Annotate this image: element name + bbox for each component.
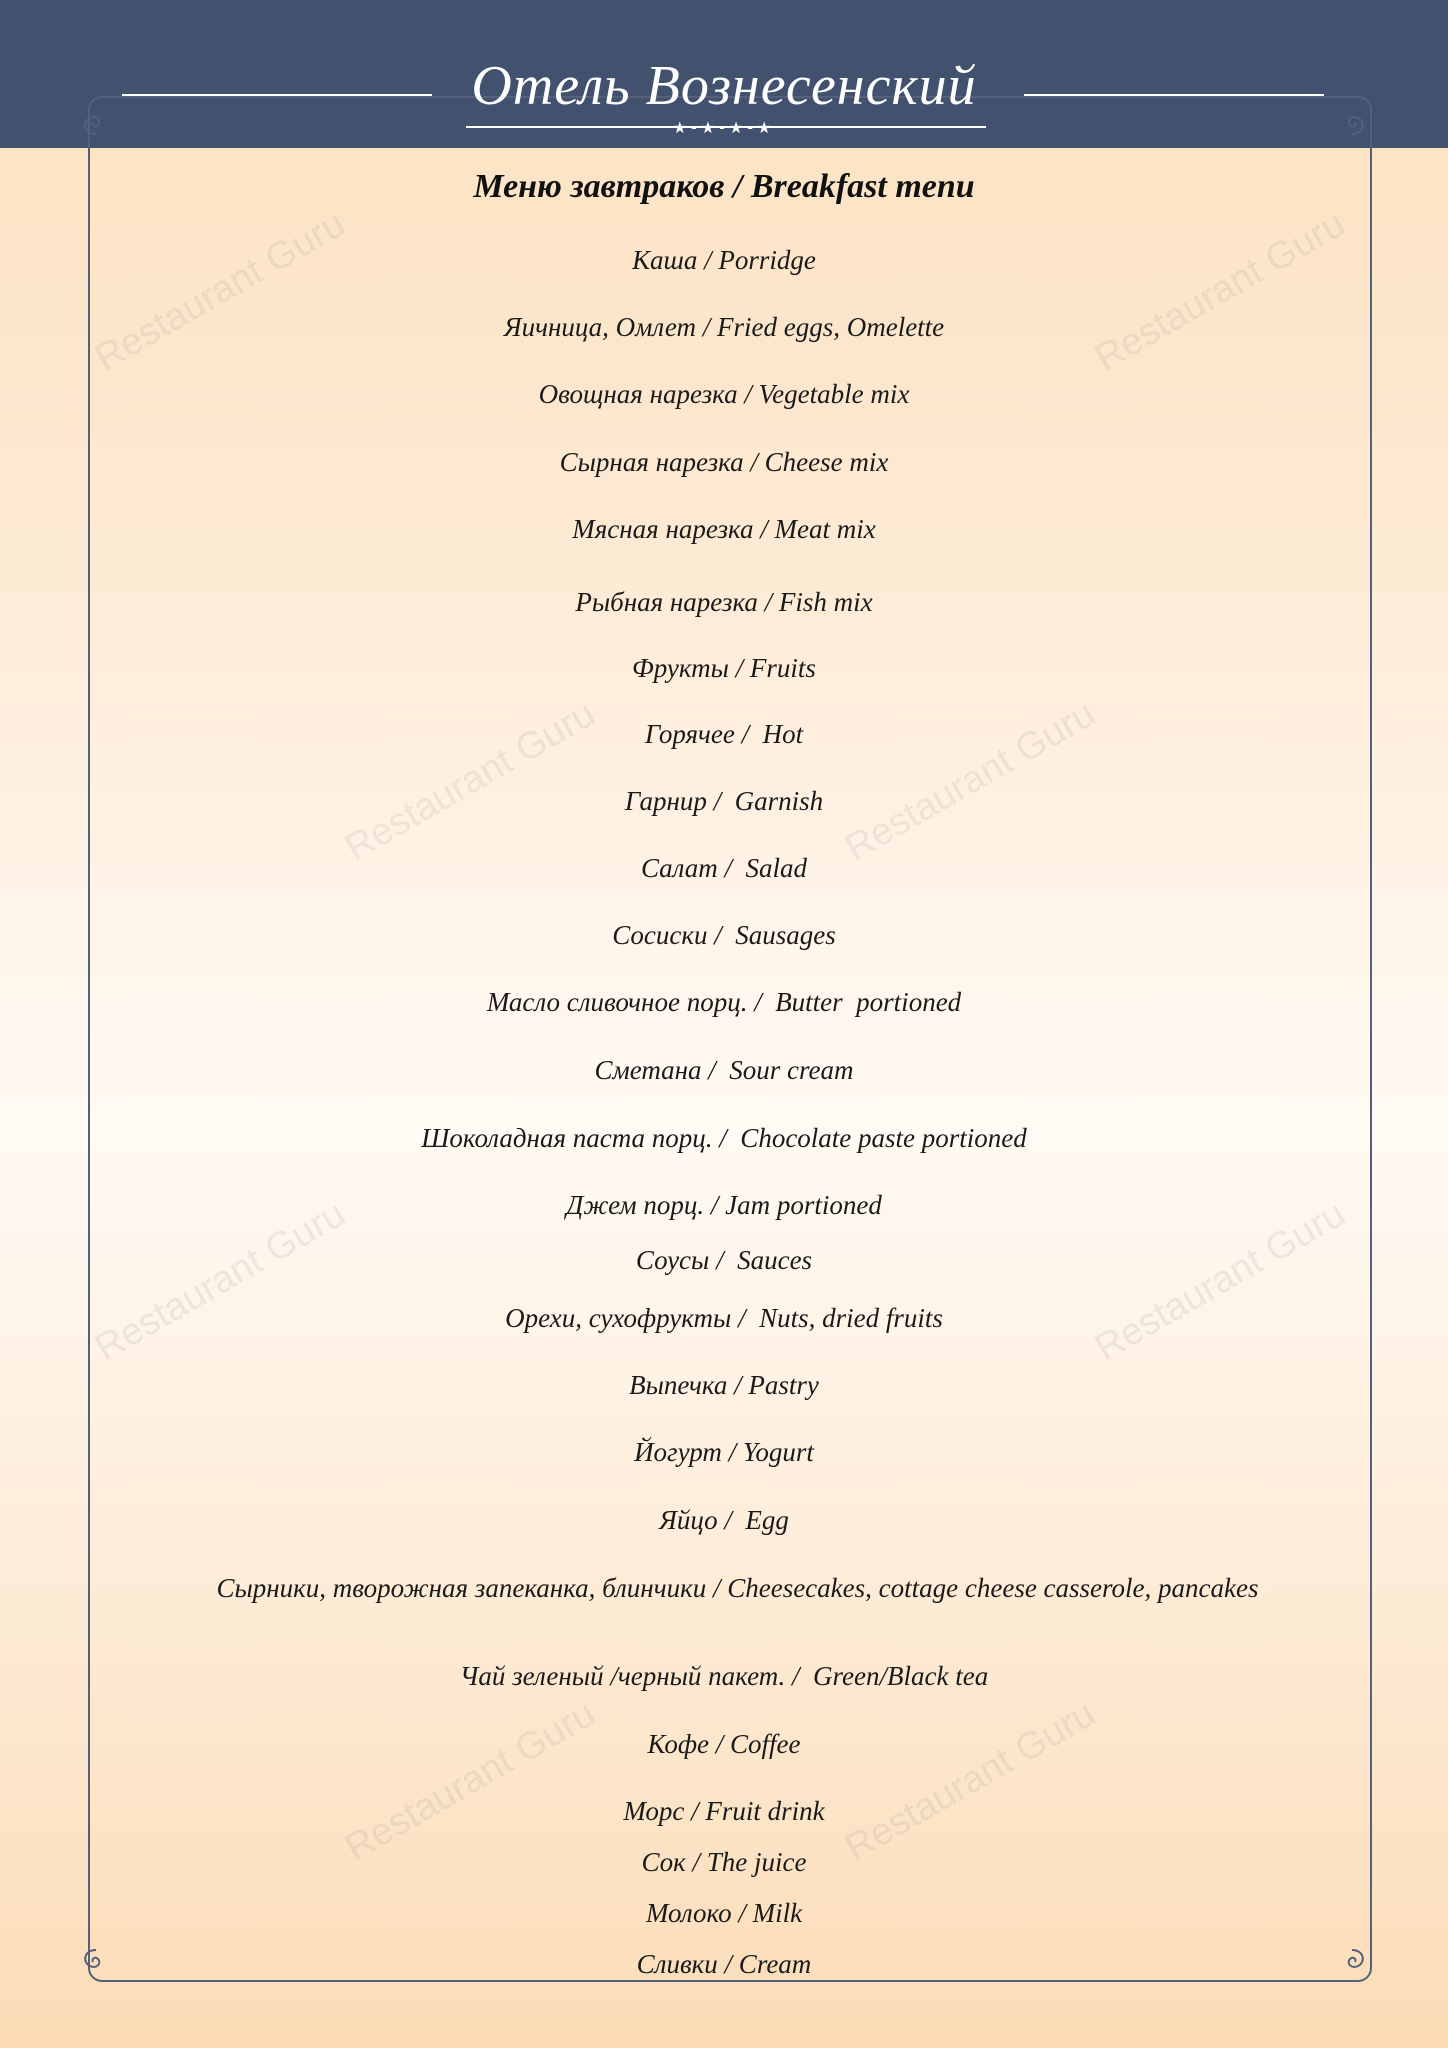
menu-item: Молоко / Milk xyxy=(645,1898,803,1928)
menu-item: Масло сливочное порц. / Butter portioned xyxy=(486,987,962,1017)
menu-item: Салат / Salad xyxy=(640,853,808,883)
menu-item: Сок / The juice xyxy=(641,1847,807,1877)
menu-item: Сырники, творожная запеканка, блинчики / Cheesecakes, cottage cheese casserole, pancakes xyxy=(216,1573,1259,1603)
watermark: Restaurant Guru xyxy=(88,1192,353,1370)
watermark: Restaurant Guru xyxy=(1088,202,1353,380)
menu-item: Чай зеленый /черный пакет. / Green/Black tea xyxy=(459,1661,989,1691)
menu-item: Фрукты / Fruits xyxy=(632,653,816,683)
menu-item: Сливки / Cream xyxy=(636,1949,812,1979)
menu-item: Орехи, сухофрукты / Nuts, dried fruits xyxy=(505,1303,943,1333)
menu-item: Яичница, Омлет / Fried eggs, Omelette xyxy=(503,312,945,342)
watermark: Restaurant Guru xyxy=(338,1692,603,1870)
menu-item: Морс / Fruit drink xyxy=(623,1796,825,1826)
menu-item: Сосиски / Sausages xyxy=(612,920,836,950)
watermark: Restaurant Guru xyxy=(838,692,1103,870)
menu-item: Шоколадная паста порц. / Chocolate paste portioned xyxy=(421,1123,1027,1153)
watermark: Restaurant Guru xyxy=(88,202,353,380)
menu-item: Овощная нарезка / Vegetable mix xyxy=(538,379,910,409)
menu-item: Горячее / Hot xyxy=(644,719,804,749)
menu-item: Рыбная нарезка / Fish mix xyxy=(575,587,873,617)
menu-item: Яйцо / Egg xyxy=(659,1505,789,1535)
menu-item: Каша / Porridge xyxy=(632,245,816,275)
menu-title: Меню завтраков / Breakfast menu xyxy=(473,168,975,205)
watermark: Restaurant Guru xyxy=(338,692,603,870)
menu-item: Джем порц. / Jam portioned xyxy=(566,1190,882,1220)
menu-item: Гарнир / Garnish xyxy=(624,786,824,816)
menu-item: Сырная нарезка / Cheese mix xyxy=(559,447,889,477)
menu-item: Сметана / Sour cream xyxy=(594,1055,854,1085)
menu-item: Выпечка / Pastry xyxy=(629,1370,819,1400)
menu-item: Соусы / Sauces xyxy=(635,1245,813,1275)
logo-stars: ★-★-★-★ xyxy=(672,118,776,137)
menu-item: Йогурт / Yogurt xyxy=(634,1437,814,1467)
hotel-logo-title: Отель Вознесенский xyxy=(471,55,977,117)
menu-item: Кофе / Coffee xyxy=(647,1729,801,1759)
watermark: Restaurant Guru xyxy=(1088,1192,1353,1370)
menu-item: Мясная нарезка / Meat mix xyxy=(572,514,876,544)
watermark: Restaurant Guru xyxy=(838,1692,1103,1870)
